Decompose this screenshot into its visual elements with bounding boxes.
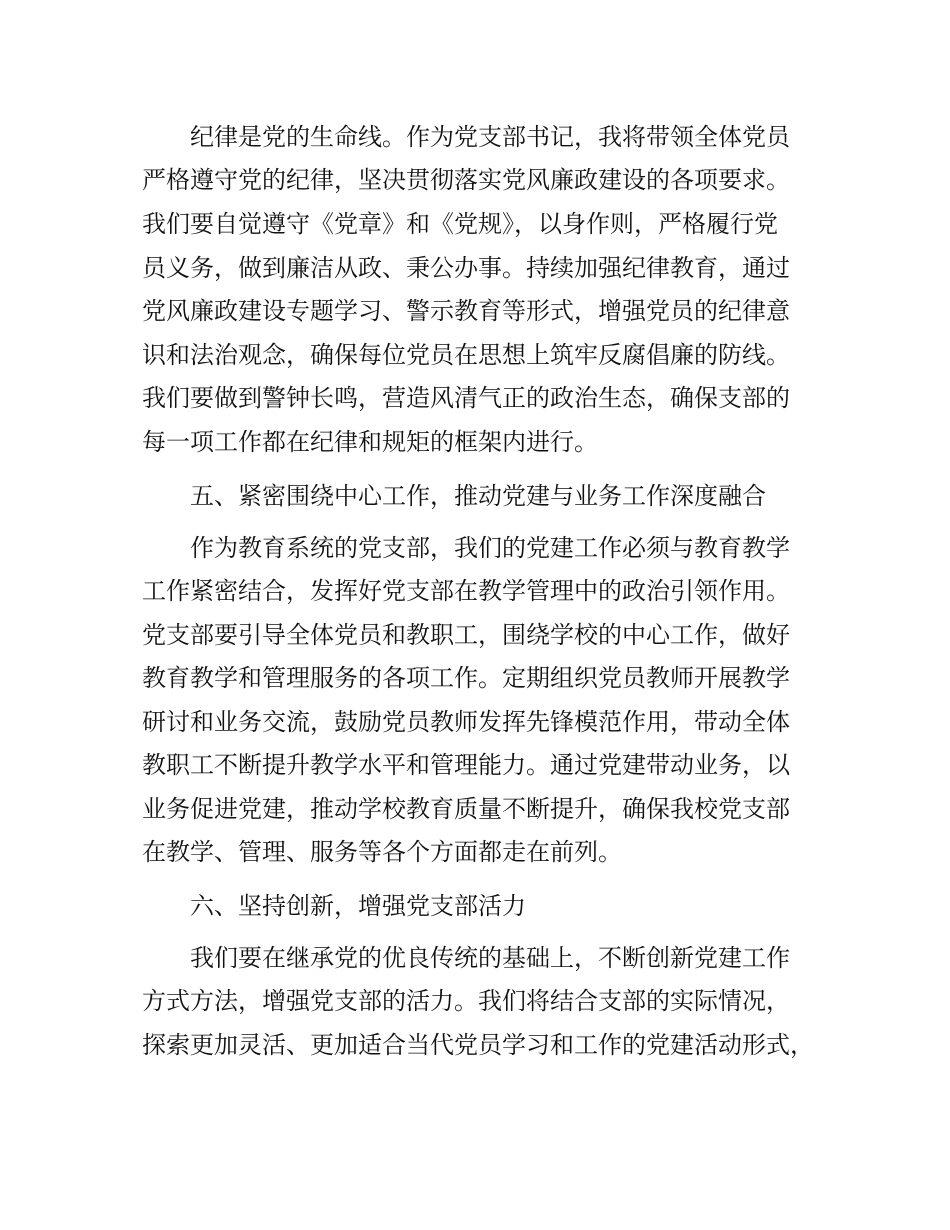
paragraph-line: 我们要做到警钟长鸣，营造风清气正的政治生态，确保支部的 [142,384,790,412]
paragraph-line: 作为教育系统的党支部，我们的党建工作必须与教育教学 [190,534,790,562]
paragraph-line: 我们要在继承党的优良传统的基础上，不断创新党建工作 [190,944,790,972]
paragraph-line: 每一项工作都在纪律和规矩的框架内进行。 [142,428,598,456]
paragraph-line: 我们要自觉遵守《党章》和《党规》，以身作则，严格履行党 [142,210,778,238]
paragraph-line: 业务促进党建，推动学校教育质量不断提升，确保我校党支部 [142,795,790,823]
paragraph-line: 教育教学和管理服务的各项工作。定期组织党员教师开展教学 [142,664,790,692]
paragraph-line: 探索更加灵活、更加适合当代党员学习和工作的党建活动形式， [142,1031,814,1059]
paragraph-line: 在教学、管理、服务等各个方面都走在前列。 [142,838,622,866]
paragraph-line: 识和法治观念，确保每位党员在思想上筑牢反腐倡廉的防线。 [142,341,790,369]
section-heading-5: 五、紧密围绕中心工作，推动党建与业务工作深度融合 [190,482,766,510]
paragraph-line: 员义务，做到廉洁从政、秉公办事。持续加强纪律教育，通过 [142,254,790,282]
paragraph-line: 方式方法，增强党支部的活力。我们将结合支部的实际情况， [142,987,790,1015]
paragraph-line: 严格遵守党的纪律，坚决贯彻落实党风廉政建设的各项要求。 [142,166,790,194]
section-heading-6: 六、坚持创新，增强党支部活力 [190,892,526,920]
paragraph-line: 研讨和业务交流，鼓励党员教师发挥先锋模范作用，带动全体 [142,708,790,736]
paragraph-line: 党风廉政建设专题学习、警示教育等形式，增强党员的纪律意 [142,297,790,325]
paragraph-line: 教职工不断提升教学水平和管理能力。通过党建带动业务，以 [142,751,790,779]
paragraph-line: 纪律是党的生命线。作为党支部书记，我将带领全体党员 [190,123,790,151]
paragraph-line: 党支部要引导全体党员和教职工，围绕学校的中心工作，做好 [142,621,790,649]
paragraph-line: 工作紧密结合，发挥好党支部在教学管理中的政治引领作用。 [142,577,790,605]
